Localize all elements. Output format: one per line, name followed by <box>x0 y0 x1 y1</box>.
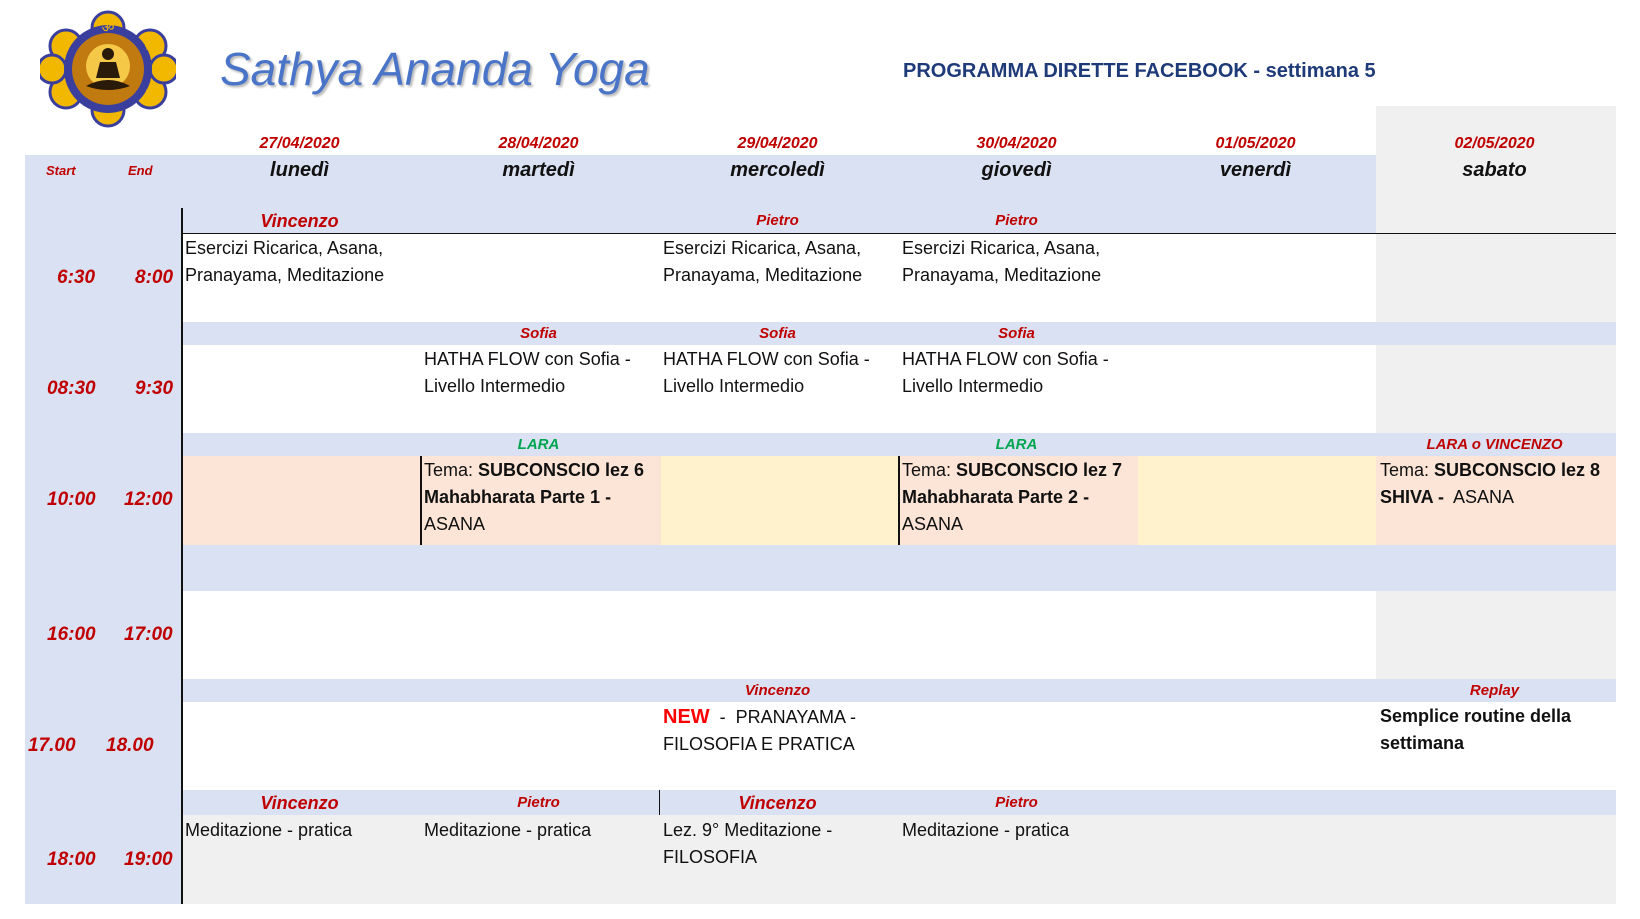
slot5-start: 17.00 <box>28 735 76 756</box>
day-mon: lunedì <box>270 159 329 181</box>
slot3-cell-fri <box>1138 456 1376 545</box>
slot5-teacher-wed: Vincenzo <box>744 682 811 699</box>
slot1-teacher-mon: Vincenzo <box>260 211 339 231</box>
svg-text:☸: ☸ <box>144 40 156 55</box>
date-sat: 02/05/2020 <box>1454 135 1535 152</box>
slot3-cell-mon <box>183 456 422 545</box>
slot3-class-sat: Tema: SUBCONSCIO lez 8 SHIVA - ASANA <box>1380 460 1601 507</box>
slot5-class-sat: Semplice routine della settimana <box>1380 706 1572 753</box>
saturday-col-slot1 <box>1376 234 1616 322</box>
date-fri: 01/05/2020 <box>1215 135 1296 152</box>
date-wed: 29/04/2020 <box>737 135 818 152</box>
slot5-teacher-sat: Replay <box>1469 682 1520 699</box>
slot1-class-thu: Esercizi Ricarica, Asana, Pranayama, Meditazione <box>902 238 1102 285</box>
slot2-end: 9:30 <box>135 378 174 399</box>
slot2-teacher-wed: Sofia <box>759 325 796 342</box>
date-mon: 27/04/2020 <box>259 135 340 152</box>
slot2-teacher-tue: Sofia <box>520 325 557 342</box>
slot3-cell-wed <box>661 456 900 545</box>
logo <box>40 10 176 128</box>
slot1-teacher-thu: Pietro <box>995 212 1038 229</box>
day-tue: martedì <box>502 159 575 181</box>
date-thu: 30/04/2020 <box>976 135 1057 152</box>
saturday-col-slot4 <box>1376 591 1616 679</box>
slot1-start: 6:30 <box>57 267 96 288</box>
slot3-teacher-thu: LARA <box>995 436 1038 453</box>
slot2-class-wed: HATHA FLOW con Sofia - Livello Intermedio <box>663 349 870 396</box>
start-column-header: Start <box>46 163 76 178</box>
slot1-end: 8:00 <box>135 267 174 288</box>
slot3-class-thu: Tema: SUBCONSCIO lez 7 Mahabharata Parte 2 - ASANA <box>902 460 1123 534</box>
slot6-end: 19:00 <box>124 849 173 870</box>
day-wed: mercoledì <box>730 159 825 181</box>
slot2-teacher-thu: Sofia <box>998 325 1035 342</box>
slot6-teacher-wed: Vincenzo <box>738 793 817 813</box>
svg-text:ॐ: ॐ <box>101 20 115 36</box>
slot3-teacher-sat: LARA o VINCENZO <box>1426 436 1563 453</box>
date-tue: 28/04/2020 <box>498 135 579 152</box>
slot6-start: 18:00 <box>47 849 96 870</box>
slot6-teacher-thu: Pietro <box>995 794 1038 811</box>
slot3-divider-tue <box>420 456 422 545</box>
svg-text:✝: ✝ <box>60 40 72 55</box>
page-title: Sathya Ananda Yoga <box>220 43 650 95</box>
slot3-end: 12:00 <box>124 489 173 510</box>
slot3-divider-thu <box>898 456 900 545</box>
slot6-class-tue: Meditazione - pratica <box>424 820 592 840</box>
svg-text:✡: ✡ <box>144 86 156 101</box>
slot3-class-tue: Tema: SUBCONSCIO lez 6 Mahabharata Parte 1 - ASANA <box>424 460 645 534</box>
end-column-header: End <box>128 163 153 178</box>
slot1-class-wed: Esercizi Ricarica, Asana, Pranayama, Meditazione <box>663 238 863 285</box>
svg-text:☪: ☪ <box>60 86 72 101</box>
slot1-class-mon: Esercizi Ricarica, Asana, Pranayama, Meditazione <box>185 238 385 285</box>
slot2-class-tue: HATHA FLOW con Sofia - Livello Intermedio <box>424 349 631 396</box>
slot6-teacher-tue: Pietro <box>517 794 560 811</box>
slot6-class-thu: Meditazione - pratica <box>902 820 1070 840</box>
slot3-start: 10:00 <box>47 489 96 510</box>
slot3-teacher-tue: LARA <box>517 436 560 453</box>
day-sat: sabato <box>1462 159 1527 181</box>
teacher-band-4 <box>183 545 1616 591</box>
header-bottom-line <box>183 233 1616 234</box>
new-badge: NEW <box>663 706 710 728</box>
day-thu: giovedì <box>981 159 1052 181</box>
slot2-class-thu: HATHA FLOW con Sofia - Livello Intermedio <box>902 349 1109 396</box>
slot4-end: 17:00 <box>124 624 173 645</box>
om-meditation-logo-icon <box>40 10 176 128</box>
slot5-end: 18.00 <box>106 735 154 756</box>
slot6-class-wed: Lez. 9° Meditazione - FILOSOFIA <box>663 820 833 867</box>
slot5-class-wed: NEW - PRANAYAMA - FILOSOFIA E PRATICA <box>663 706 857 754</box>
slot2-start: 08:30 <box>47 378 96 399</box>
slot4-start: 16:00 <box>47 624 96 645</box>
saturday-col-slot2 <box>1376 345 1616 433</box>
slot1-teacher-wed: Pietro <box>756 212 799 229</box>
day-fri: venerdì <box>1219 159 1292 181</box>
programme-title: PROGRAMMA DIRETTE FACEBOOK - settimana 5 <box>903 60 1376 82</box>
slot6-teacher-mon: Vincenzo <box>260 793 339 813</box>
slot6-row-bg <box>183 815 1616 904</box>
slot6-class-mon: Meditazione - pratica <box>185 820 353 840</box>
